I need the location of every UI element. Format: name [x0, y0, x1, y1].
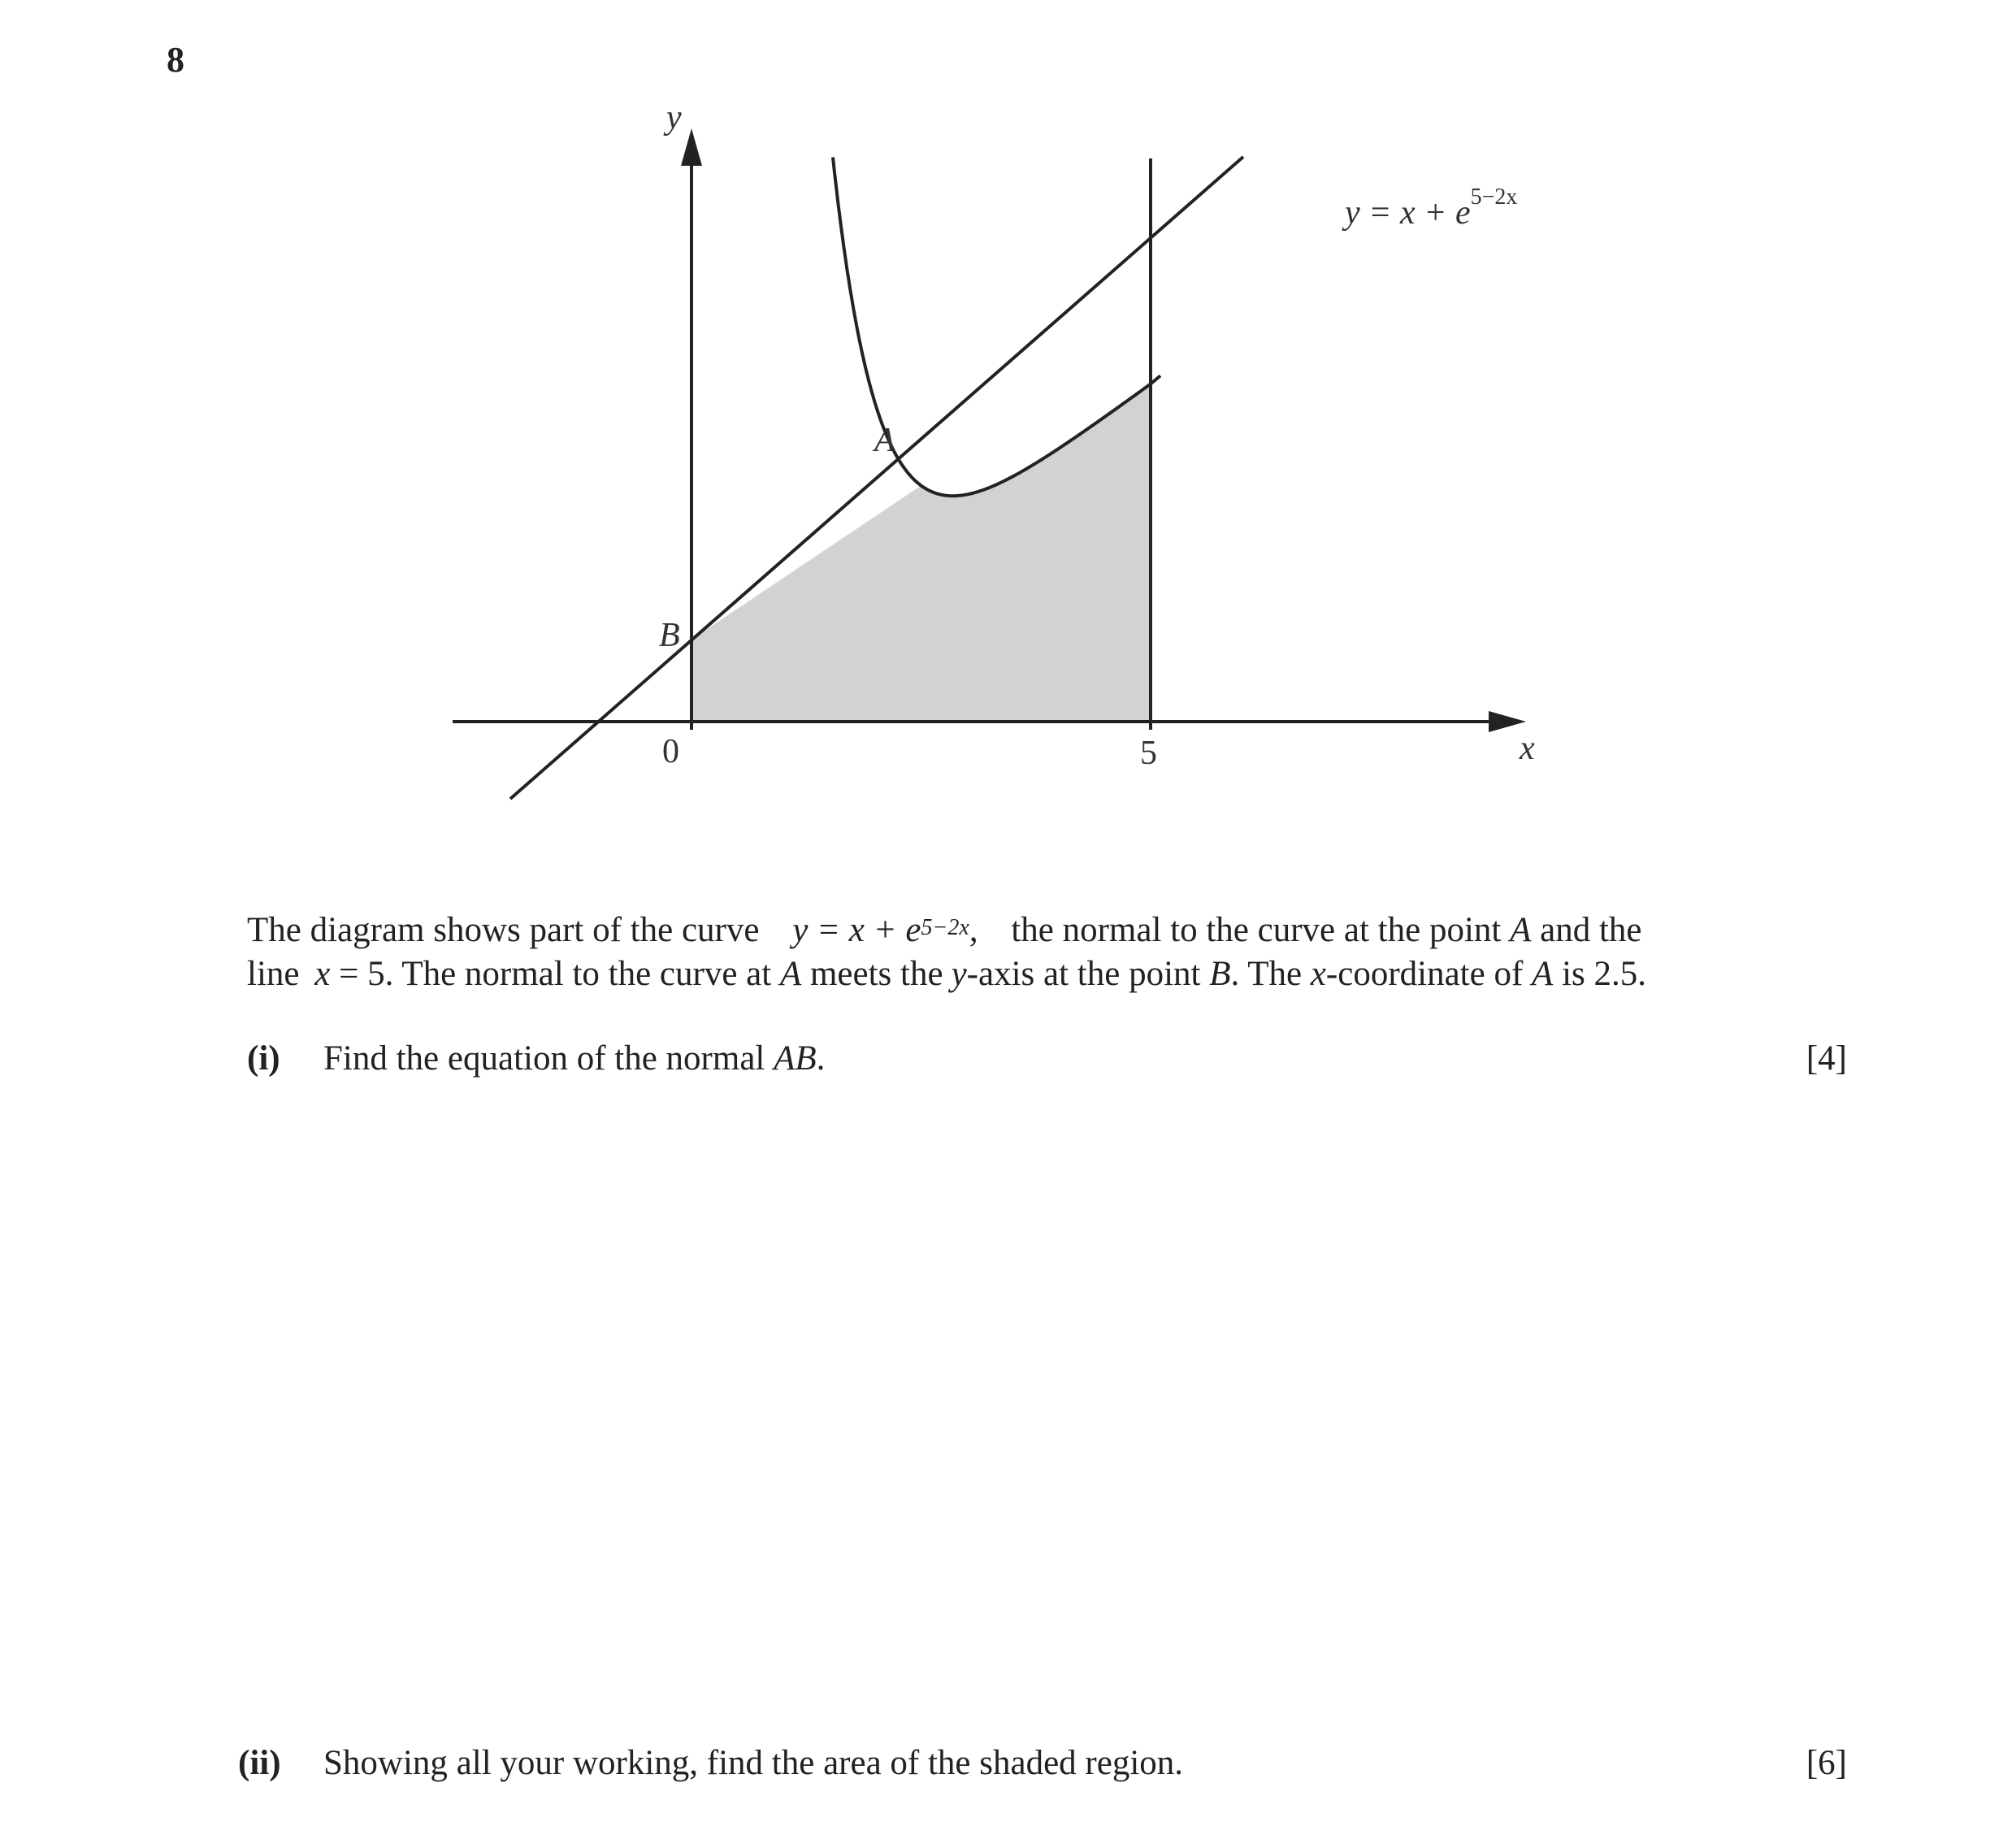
point-b-label: B	[659, 617, 680, 654]
point-a-label: A	[874, 422, 895, 459]
equation-main: y = x + e	[792, 911, 921, 949]
intro-text: -coordinate of	[1325, 955, 1524, 993]
part-i-label: (i)	[247, 1039, 280, 1078]
part-i-text	[323, 1039, 825, 1078]
x-axis-label: x	[1520, 730, 1535, 767]
intro-text: = 5. The normal to the curve at	[339, 955, 772, 993]
point-a-ref: A	[1510, 911, 1532, 949]
part-ii-label: (ii)	[238, 1744, 281, 1782]
intro-line-2	[247, 952, 1646, 996]
curve-equation-label	[1342, 184, 1517, 232]
part-ii-marks: [6]	[1806, 1744, 1847, 1782]
y-axis-arrowhead	[681, 128, 702, 166]
variable-x: x	[314, 955, 331, 993]
variable-y: y	[951, 955, 967, 993]
intro-text: and the	[1540, 911, 1642, 949]
part-i-marks: [4]	[1806, 1039, 1847, 1078]
part-i-text-main: Find the equation of the normal	[323, 1039, 765, 1078]
intro-text: The diagram shows part of the curve	[247, 911, 760, 949]
point-b-ref: B	[1209, 955, 1231, 993]
y-axis-label: y	[666, 99, 682, 137]
variable-x: x	[1310, 955, 1326, 993]
curve-equation	[792, 911, 969, 949]
intro-text: is 2.5.	[1562, 955, 1646, 993]
intro-text: the normal to the curve at the point	[1011, 911, 1502, 949]
curve-equation-main: y = x + e	[1345, 194, 1471, 232]
origin-label: 0	[662, 733, 679, 770]
normal-ab-ref: AB	[774, 1039, 817, 1078]
tick-label-5: 5	[1140, 735, 1157, 772]
curve-equation-exponent: 5−2x	[1470, 184, 1518, 210]
intro-text: meets the	[809, 955, 943, 993]
intro-text: line	[247, 955, 300, 993]
intro-line-1	[247, 909, 1642, 956]
intro-text: . The	[1230, 955, 1303, 993]
intro-text: -axis at the point	[966, 955, 1201, 993]
question-number: 8	[167, 40, 184, 80]
equation-comma: ,	[969, 911, 978, 949]
equation-exponent: 5−2x	[921, 915, 969, 940]
point-a-ref: A	[779, 955, 802, 993]
question-diagram	[0, 0, 2016, 894]
part-i-text-end: .	[816, 1039, 826, 1078]
point-a-ref: A	[1532, 955, 1554, 993]
part-ii-text: Showing all your working, find the area of the shaded region.	[323, 1744, 1184, 1782]
